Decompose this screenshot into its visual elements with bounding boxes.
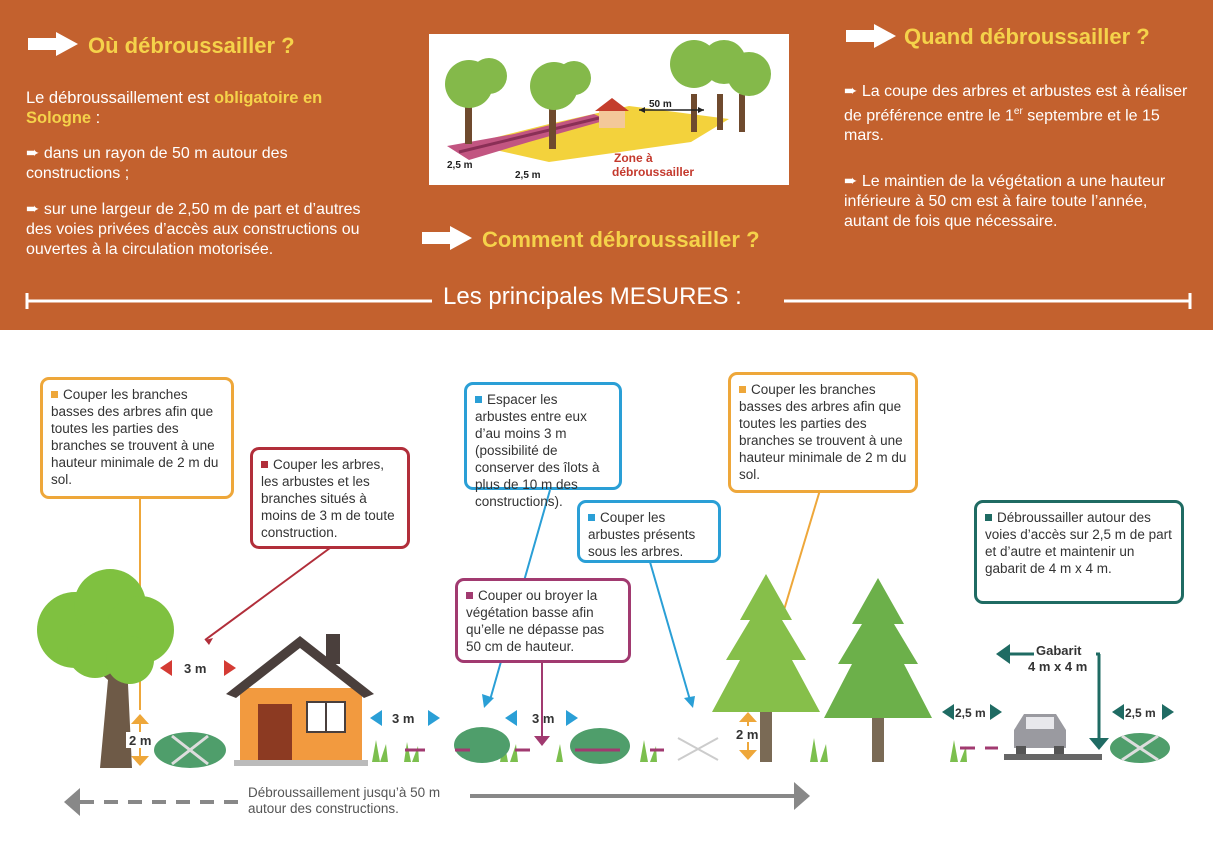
arrow-right-icon: ➨ xyxy=(844,83,862,100)
how-title: Comment débroussailler ? xyxy=(482,227,760,252)
dist-25m-label-a: 2,5 m xyxy=(447,160,473,171)
dist-25m-label-b: 2,5 m xyxy=(515,170,541,181)
measure-box-under-trees: Couper les arbustes présents sous les arbres. xyxy=(577,500,721,563)
arrow-right-icon: ➨ xyxy=(26,145,44,162)
measure-box-branches-left: Couper les branches basses des arbres afin que toutes les parties des branches se trouvent à une hauteur minimale de 2 m du sol. xyxy=(40,377,234,499)
when-item-1: ➨ La coupe des arbres et arbustes est à réaliser de préférence entre le 1er septembre et le 15 mars. xyxy=(844,83,1188,145)
gabarit-size: 4 m x 4 m xyxy=(1028,659,1088,674)
bullet-square xyxy=(475,396,482,403)
where-item-2: ➨ sur une largeur de 2,50 m de part et d’autres des voies privées d’accès aux constructions ou ouvertes à la circulation motorisée. xyxy=(26,201,361,258)
zone-label-2: débroussailler xyxy=(612,165,695,179)
mesures-title: Les principales MESURES : xyxy=(443,283,742,310)
bullet-square xyxy=(739,386,746,393)
bullet-square xyxy=(261,461,268,468)
where-item-1: ➨ dans un rayon de 50 m autour des constructions ; xyxy=(26,145,288,182)
bullet-square xyxy=(588,514,595,521)
bullet-square xyxy=(985,514,992,521)
bullet-square xyxy=(466,592,473,599)
height-2m-left: 2 m xyxy=(129,733,152,748)
dist-3m-a: 3 m xyxy=(392,711,415,726)
bottom-caption: Débroussaillement jusqu’à 50 m autour des constructions. xyxy=(248,785,441,816)
zone-label: Zone à xyxy=(614,151,653,165)
measure-box-3m-construction: Couper les arbres, les arbustes et les branches situés à moins de 3 m de toute construction. xyxy=(250,447,410,549)
arrow-right-icon: ➨ xyxy=(844,173,862,190)
measure-box-spacing: Espacer les arbustes entre eux d’au moins 3 m (possibilité de conserver des îlots à plus de 10 m des constructions). xyxy=(464,382,622,490)
measure-box-access-roads: Débroussailler autour des voies d’accès sur 2,5 m de part et d’autre et maintenir un gabarit de 4 m x 4 m. xyxy=(974,500,1184,604)
measure-box-low-vegetation: Couper ou broyer la végétation basse afin qu’elle ne dépasse pas 50 cm de hauteur. xyxy=(455,578,631,663)
when-title: Quand débroussailler ? xyxy=(904,24,1150,49)
height-2m-right: 2 m xyxy=(736,727,759,742)
dist-3m-b: 3 m xyxy=(532,711,555,726)
where-intro-suffix: : xyxy=(91,109,101,127)
where-intro-text: Le débroussaillement est xyxy=(26,89,215,107)
where-title: Où débroussailler ? xyxy=(88,33,295,58)
bullet-square xyxy=(51,391,58,398)
dist-50m-label: 50 m xyxy=(649,99,672,110)
arrow-right-icon: ➨ xyxy=(26,201,44,218)
gabarit-label: Gabarit xyxy=(1036,643,1082,658)
dist-3m-house: 3 m xyxy=(184,661,207,676)
where-intro-bold: obligatoire en Sologne xyxy=(26,89,323,127)
measure-box-branches-right: Couper les branches basses des arbres afin que toutes les parties des branches se trouvent à une hauteur minimale de 2 m du sol. xyxy=(728,372,918,493)
dist-25m-left: 2,5 m xyxy=(955,706,986,720)
dist-25m-right: 2,5 m xyxy=(1125,706,1156,720)
when-item-2: ➨ Le maintien de la végétation a une hauteur inférieure à 50 cm est à faire toute l’année, autant de fois que nécessaire. xyxy=(844,173,1166,230)
